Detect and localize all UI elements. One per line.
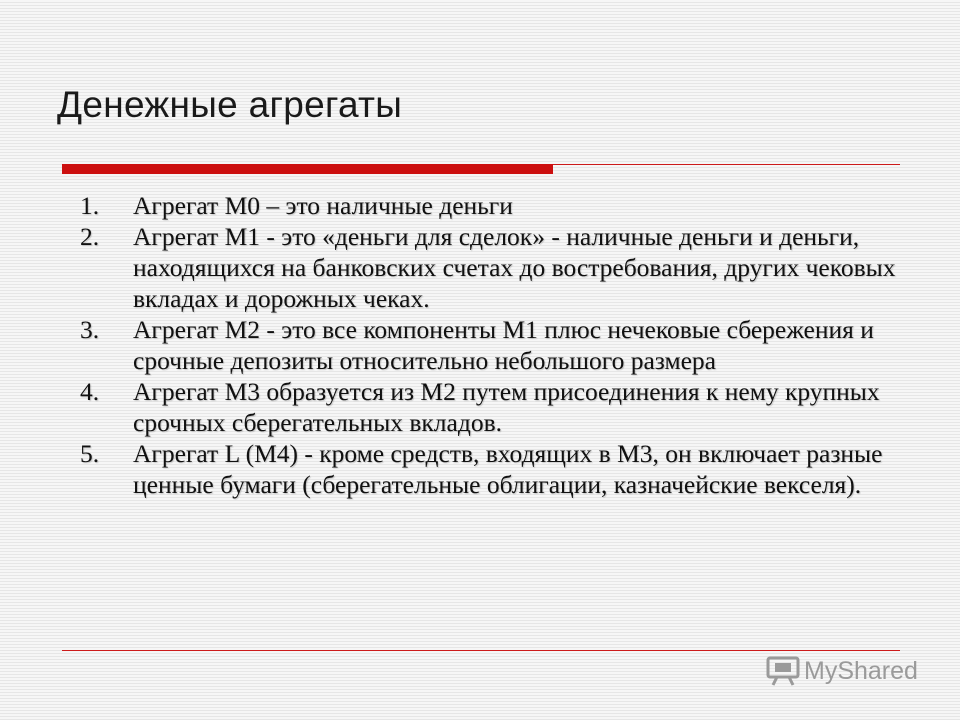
footer-divider-line xyxy=(62,650,900,651)
aggregates-list xyxy=(80,190,900,500)
list-item-number: 1. xyxy=(80,191,100,220)
list-item-number: 2. xyxy=(80,222,100,251)
title-accent-bar xyxy=(62,164,553,174)
myshared-watermark[interactable] xyxy=(766,656,918,686)
list-item xyxy=(80,221,900,314)
list-item xyxy=(80,190,900,221)
list-item-number: 4. xyxy=(80,377,100,406)
list-item-text: Агрегат М1 - это «деньги для сделок» - наличные деньги и деньги, находящихся на банковских счетах до востребования, других чековых вкладах и дорожных чеках. xyxy=(133,222,896,313)
slide-title: Денежные агрегаты xyxy=(57,84,403,125)
list-item xyxy=(80,438,900,500)
watermark-brand-text: MyShared xyxy=(804,656,918,685)
list-item-number: 5. xyxy=(80,439,100,468)
presentation-icon xyxy=(766,656,800,686)
list-item-text: Агрегат L (М4) - кроме средств, входящих в М3, он включает разные ценные бумаги (сберегательные облигации, казначейские векселя). xyxy=(133,439,883,499)
list-item-number: 3. xyxy=(80,315,100,344)
list-item xyxy=(80,314,900,376)
list-item-text: Агрегат М0 – это наличные деньги xyxy=(133,191,513,220)
list-item-text: Агрегат М3 образуется из М2 путем присоединения к нему крупных срочных сберегательных вкладов. xyxy=(133,377,880,437)
list-item xyxy=(80,376,900,438)
list-item-text: Агрегат М2 - это все компоненты М1 плюс нечековые сбережения и срочные депозиты относительно небольшого размера xyxy=(133,315,874,375)
